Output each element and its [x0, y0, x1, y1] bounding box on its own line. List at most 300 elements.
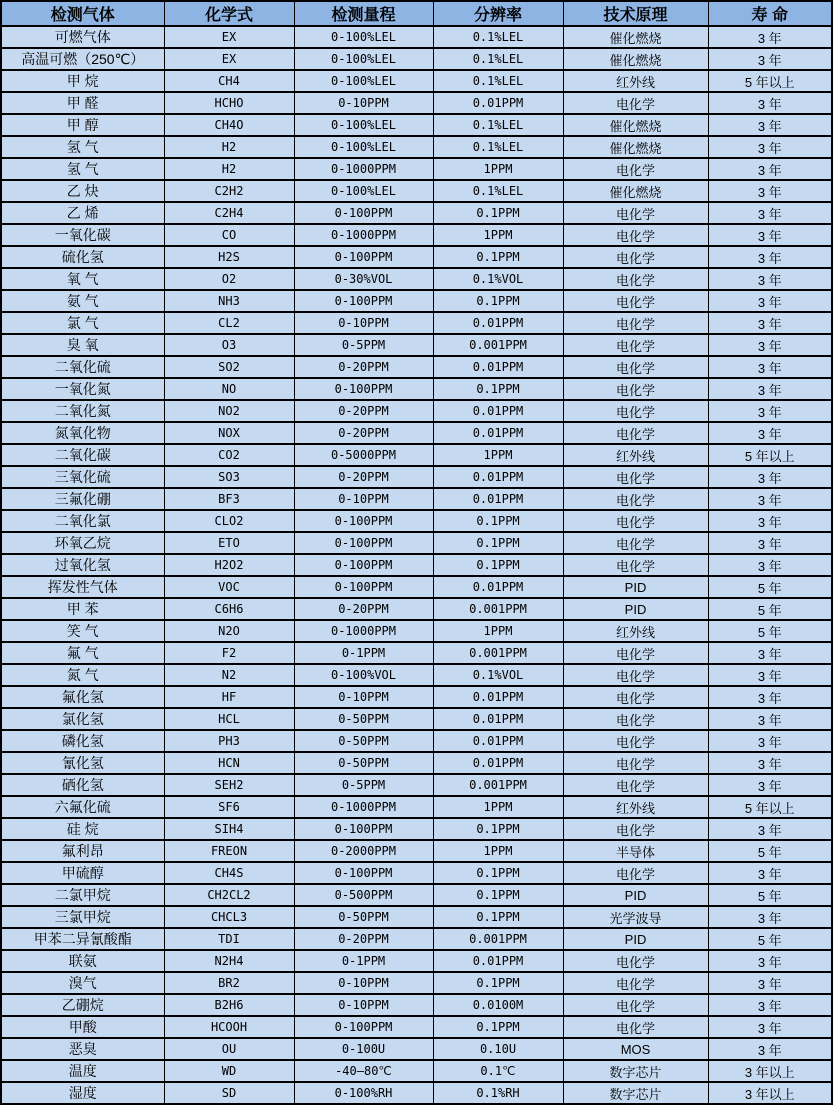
cell-lifespan: 3 年 [708, 92, 832, 114]
cell-resolution: 0.1%RH [433, 1082, 563, 1104]
cell-detection-range: 0-50PPM [294, 730, 433, 752]
cell-lifespan: 3 年 [708, 906, 832, 928]
cell-resolution: 0.01PPM [433, 686, 563, 708]
cell-lifespan: 5 年以上 [708, 70, 832, 92]
cell-gas-name: 氯化氢 [1, 708, 164, 730]
cell-chemical-formula: F2 [164, 642, 294, 664]
cell-lifespan: 3 年 [708, 532, 832, 554]
cell-detection-range: 0-100%LEL [294, 48, 433, 70]
cell-lifespan: 3 年 [708, 158, 832, 180]
cell-principle: 电化学 [563, 664, 708, 686]
cell-principle: 电化学 [563, 488, 708, 510]
cell-resolution: 0.1%LEL [433, 114, 563, 136]
cell-principle: 电化学 [563, 708, 708, 730]
cell-gas-name: 硫化氢 [1, 246, 164, 268]
table-row [1, 774, 832, 796]
cell-lifespan: 3 年 [708, 356, 832, 378]
table-row [1, 1038, 832, 1060]
cell-chemical-formula: HCN [164, 752, 294, 774]
cell-chemical-formula: CO [164, 224, 294, 246]
cell-resolution: 0.10U [433, 1038, 563, 1060]
cell-gas-name: 挥发性气体 [1, 576, 164, 598]
table-row [1, 730, 832, 752]
cell-gas-name: 氨 气 [1, 290, 164, 312]
cell-lifespan: 3 年 [708, 642, 832, 664]
cell-principle: 电化学 [563, 92, 708, 114]
header-chemical-formula: 化学式 [164, 1, 294, 26]
table-row [1, 136, 832, 158]
cell-lifespan: 3 年 [708, 400, 832, 422]
cell-lifespan: 5 年以上 [708, 796, 832, 818]
cell-gas-name: 笑 气 [1, 620, 164, 642]
cell-gas-name: 乙 炔 [1, 180, 164, 202]
cell-resolution: 0.1PPM [433, 554, 563, 576]
cell-resolution: 0.1PPM [433, 510, 563, 532]
cell-detection-range: 0-20PPM [294, 928, 433, 950]
cell-chemical-formula: O2 [164, 268, 294, 290]
cell-resolution: 0.1%VOL [433, 664, 563, 686]
cell-lifespan: 3 年 [708, 202, 832, 224]
table-row [1, 1082, 832, 1104]
cell-lifespan: 3 年 [708, 554, 832, 576]
cell-lifespan: 3 年 [708, 136, 832, 158]
cell-principle: 催化燃烧 [563, 180, 708, 202]
cell-gas-name: 过氧化氢 [1, 554, 164, 576]
cell-resolution: 0.01PPM [433, 422, 563, 444]
cell-resolution: 0.1PPM [433, 972, 563, 994]
cell-detection-range: 0-10PPM [294, 488, 433, 510]
cell-gas-name: 二氧化碳 [1, 444, 164, 466]
cell-principle: 电化学 [563, 356, 708, 378]
cell-gas-name: 氢 气 [1, 158, 164, 180]
cell-gas-name: 温度 [1, 1060, 164, 1082]
cell-chemical-formula: CH4O [164, 114, 294, 136]
cell-gas-name: 臭 氧 [1, 334, 164, 356]
cell-detection-range: 0-100%LEL [294, 180, 433, 202]
table-row [1, 466, 832, 488]
cell-chemical-formula: HF [164, 686, 294, 708]
cell-detection-range: 0-100PPM [294, 378, 433, 400]
cell-lifespan: 5 年 [708, 840, 832, 862]
cell-principle: 电化学 [563, 334, 708, 356]
cell-chemical-formula: CH4S [164, 862, 294, 884]
cell-chemical-formula: B2H6 [164, 994, 294, 1016]
cell-detection-range: 0-100%LEL [294, 114, 433, 136]
cell-lifespan: 3 年 [708, 246, 832, 268]
cell-lifespan: 3 年 [708, 1038, 832, 1060]
table-row [1, 994, 832, 1016]
cell-lifespan: 3 年 [708, 334, 832, 356]
cell-lifespan: 3 年 [708, 488, 832, 510]
cell-resolution: 0.1PPM [433, 1016, 563, 1038]
cell-detection-range: 0-100PPM [294, 818, 433, 840]
cell-gas-name: 甲 醛 [1, 92, 164, 114]
cell-principle: 红外线 [563, 444, 708, 466]
cell-principle: 电化学 [563, 224, 708, 246]
table-row [1, 818, 832, 840]
table-row [1, 400, 832, 422]
cell-lifespan: 3 年 [708, 774, 832, 796]
cell-chemical-formula: N2O [164, 620, 294, 642]
cell-gas-name: 环氧乙烷 [1, 532, 164, 554]
cell-detection-range: 0-10PPM [294, 994, 433, 1016]
table-row [1, 532, 832, 554]
cell-detection-range: 0-10PPM [294, 92, 433, 114]
cell-lifespan: 3 年 [708, 752, 832, 774]
cell-principle: 电化学 [563, 862, 708, 884]
cell-resolution: 0.01PPM [433, 312, 563, 334]
header-resolution: 分辨率 [433, 1, 563, 26]
cell-gas-name: 溴气 [1, 972, 164, 994]
cell-gas-name: 磷化氢 [1, 730, 164, 752]
cell-chemical-formula: H2S [164, 246, 294, 268]
cell-gas-name: 乙硼烷 [1, 994, 164, 1016]
cell-chemical-formula: H2 [164, 158, 294, 180]
cell-detection-range: 0-50PPM [294, 708, 433, 730]
cell-detection-range: 0-20PPM [294, 598, 433, 620]
cell-resolution: 0.001PPM [433, 928, 563, 950]
cell-chemical-formula: H2O2 [164, 554, 294, 576]
cell-resolution: 0.1PPM [433, 884, 563, 906]
cell-principle: 电化学 [563, 554, 708, 576]
table-row [1, 972, 832, 994]
cell-chemical-formula: BR2 [164, 972, 294, 994]
cell-detection-range: 0-100PPM [294, 576, 433, 598]
header-lifespan: 寿 命 [708, 1, 832, 26]
cell-gas-name: 氟利昂 [1, 840, 164, 862]
cell-detection-range: 0-100U [294, 1038, 433, 1060]
cell-resolution: 0.1PPM [433, 532, 563, 554]
cell-principle: PID [563, 928, 708, 950]
cell-principle: 光学波导 [563, 906, 708, 928]
cell-detection-range: 0-100PPM [294, 1016, 433, 1038]
cell-resolution: 0.1%LEL [433, 180, 563, 202]
cell-chemical-formula: WD [164, 1060, 294, 1082]
cell-detection-range: 0-20PPM [294, 400, 433, 422]
cell-chemical-formula: EX [164, 26, 294, 48]
cell-gas-name: 甲硫醇 [1, 862, 164, 884]
cell-principle: 电化学 [563, 158, 708, 180]
cell-resolution: 0.01PPM [433, 356, 563, 378]
cell-resolution: 1PPM [433, 620, 563, 642]
cell-chemical-formula: CHCL3 [164, 906, 294, 928]
cell-detection-range: 0-1000PPM [294, 224, 433, 246]
cell-gas-name: 氢 气 [1, 136, 164, 158]
cell-resolution: 0.1%LEL [433, 136, 563, 158]
cell-detection-range: 0-100PPM [294, 202, 433, 224]
cell-resolution: 0.1PPM [433, 202, 563, 224]
cell-detection-range: 0-100PPM [294, 554, 433, 576]
cell-detection-range: 0-500PPM [294, 884, 433, 906]
table-row [1, 884, 832, 906]
cell-detection-range: 0-2000PPM [294, 840, 433, 862]
cell-resolution: 1PPM [433, 224, 563, 246]
table-row [1, 334, 832, 356]
table-row [1, 752, 832, 774]
cell-lifespan: 3 年 [708, 950, 832, 972]
cell-gas-name: 氮氧化物 [1, 422, 164, 444]
cell-principle: 电化学 [563, 774, 708, 796]
cell-chemical-formula: O3 [164, 334, 294, 356]
cell-principle: 电化学 [563, 818, 708, 840]
cell-chemical-formula: CL2 [164, 312, 294, 334]
cell-gas-name: 恶臭 [1, 1038, 164, 1060]
cell-resolution: 0.01PPM [433, 708, 563, 730]
cell-detection-range: 0-1000PPM [294, 796, 433, 818]
cell-gas-name: 甲 苯 [1, 598, 164, 620]
cell-chemical-formula: TDI [164, 928, 294, 950]
cell-detection-range: 0-1000PPM [294, 158, 433, 180]
table-row [1, 422, 832, 444]
cell-gas-name: 氧 气 [1, 268, 164, 290]
cell-lifespan: 3 年 [708, 422, 832, 444]
cell-lifespan: 3 年以上 [708, 1060, 832, 1082]
table-row [1, 158, 832, 180]
table-row [1, 620, 832, 642]
header-gas-name: 检测气体 [1, 1, 164, 26]
table-row [1, 664, 832, 686]
cell-detection-range: 0-100PPM [294, 246, 433, 268]
cell-resolution: 1PPM [433, 796, 563, 818]
cell-lifespan: 3 年 [708, 312, 832, 334]
table-row [1, 862, 832, 884]
cell-chemical-formula: EX [164, 48, 294, 70]
cell-gas-name: 氟化氢 [1, 686, 164, 708]
cell-resolution: 0.1PPM [433, 862, 563, 884]
cell-detection-range: 0-10PPM [294, 686, 433, 708]
cell-principle: 电化学 [563, 290, 708, 312]
cell-principle: 电化学 [563, 312, 708, 334]
cell-lifespan: 3 年 [708, 224, 832, 246]
cell-detection-range: 0-100%RH [294, 1082, 433, 1104]
cell-resolution: 0.1℃ [433, 1060, 563, 1082]
cell-detection-range: 0-20PPM [294, 356, 433, 378]
cell-chemical-formula: ETO [164, 532, 294, 554]
cell-gas-name: 氯 气 [1, 312, 164, 334]
cell-chemical-formula: N2H4 [164, 950, 294, 972]
cell-resolution: 0.1%LEL [433, 70, 563, 92]
table-row [1, 708, 832, 730]
cell-resolution: 0.01PPM [433, 752, 563, 774]
table-row [1, 906, 832, 928]
cell-detection-range: 0-5000PPM [294, 444, 433, 466]
cell-principle: 催化燃烧 [563, 48, 708, 70]
cell-lifespan: 3 年 [708, 686, 832, 708]
cell-detection-range: 0-100%LEL [294, 26, 433, 48]
cell-principle: 催化燃烧 [563, 26, 708, 48]
table-row [1, 180, 832, 202]
cell-principle: 催化燃烧 [563, 114, 708, 136]
cell-chemical-formula: CLO2 [164, 510, 294, 532]
table-row [1, 114, 832, 136]
cell-gas-name: 三氧化硫 [1, 466, 164, 488]
cell-lifespan: 3 年 [708, 290, 832, 312]
cell-principle: 红外线 [563, 620, 708, 642]
cell-principle: 电化学 [563, 752, 708, 774]
cell-gas-name: 氰化氢 [1, 752, 164, 774]
cell-lifespan: 3 年 [708, 664, 832, 686]
cell-gas-name: 氟 气 [1, 642, 164, 664]
cell-gas-name: 乙 烯 [1, 202, 164, 224]
cell-detection-range: 0-100%LEL [294, 136, 433, 158]
cell-chemical-formula: SO2 [164, 356, 294, 378]
cell-detection-range: 0-5PPM [294, 774, 433, 796]
cell-chemical-formula: H2 [164, 136, 294, 158]
cell-gas-name: 二氧化硫 [1, 356, 164, 378]
cell-gas-name: 甲 醇 [1, 114, 164, 136]
cell-resolution: 0.001PPM [433, 642, 563, 664]
cell-detection-range: 0-5PPM [294, 334, 433, 356]
cell-chemical-formula: HCOOH [164, 1016, 294, 1038]
cell-resolution: 1PPM [433, 444, 563, 466]
cell-detection-range: 0-100PPM [294, 290, 433, 312]
cell-lifespan: 5 年 [708, 598, 832, 620]
cell-principle: 数字芯片 [563, 1060, 708, 1082]
cell-principle: MOS [563, 1038, 708, 1060]
cell-chemical-formula: NO [164, 378, 294, 400]
cell-resolution: 0.01PPM [433, 576, 563, 598]
table-header [1, 1, 832, 26]
table-row [1, 246, 832, 268]
cell-principle: PID [563, 884, 708, 906]
cell-principle: 电化学 [563, 378, 708, 400]
cell-gas-name: 氮 气 [1, 664, 164, 686]
table-row [1, 840, 832, 862]
cell-principle: 电化学 [563, 1016, 708, 1038]
cell-resolution: 0.001PPM [433, 774, 563, 796]
cell-chemical-formula: NH3 [164, 290, 294, 312]
cell-gas-name: 甲苯二异氰酸酯 [1, 928, 164, 950]
cell-lifespan: 5 年 [708, 576, 832, 598]
cell-principle: 电化学 [563, 510, 708, 532]
cell-chemical-formula: NO2 [164, 400, 294, 422]
cell-lifespan: 3 年 [708, 378, 832, 400]
cell-principle: 电化学 [563, 400, 708, 422]
cell-lifespan: 3 年 [708, 1016, 832, 1038]
cell-detection-range: 0-30%VOL [294, 268, 433, 290]
table-row [1, 510, 832, 532]
cell-resolution: 0.1PPM [433, 818, 563, 840]
cell-lifespan: 3 年 [708, 48, 832, 70]
table-row [1, 26, 832, 48]
header-principle: 技术原理 [563, 1, 708, 26]
cell-resolution: 0.01PPM [433, 730, 563, 752]
cell-lifespan: 3 年以上 [708, 1082, 832, 1104]
cell-resolution: 0.01PPM [433, 92, 563, 114]
cell-principle: 电化学 [563, 532, 708, 554]
cell-chemical-formula: SO3 [164, 466, 294, 488]
cell-principle: 电化学 [563, 994, 708, 1016]
cell-resolution: 0.01PPM [433, 400, 563, 422]
cell-resolution: 0.1PPM [433, 378, 563, 400]
cell-lifespan: 3 年 [708, 708, 832, 730]
cell-gas-name: 二氯甲烷 [1, 884, 164, 906]
table-body [1, 26, 832, 1104]
cell-chemical-formula: C2H2 [164, 180, 294, 202]
cell-resolution: 0.1PPM [433, 906, 563, 928]
cell-principle: 电化学 [563, 950, 708, 972]
cell-resolution: 0.1%LEL [433, 48, 563, 70]
cell-detection-range: 0-10PPM [294, 312, 433, 334]
cell-resolution: 0.01PPM [433, 466, 563, 488]
cell-chemical-formula: OU [164, 1038, 294, 1060]
cell-detection-range: 0-1PPM [294, 642, 433, 664]
cell-gas-name: 六氟化硫 [1, 796, 164, 818]
cell-gas-name: 高温可燃（250℃） [1, 48, 164, 70]
cell-gas-name: 湿度 [1, 1082, 164, 1104]
cell-gas-name: 甲 烷 [1, 70, 164, 92]
cell-principle: PID [563, 598, 708, 620]
cell-detection-range: 0-100PPM [294, 532, 433, 554]
cell-gas-name: 可燃气体 [1, 26, 164, 48]
cell-chemical-formula: CO2 [164, 444, 294, 466]
cell-principle: 红外线 [563, 70, 708, 92]
cell-principle: 电化学 [563, 202, 708, 224]
cell-chemical-formula: HCHO [164, 92, 294, 114]
cell-gas-name: 二氧化氮 [1, 400, 164, 422]
table-row [1, 928, 832, 950]
cell-chemical-formula: VOC [164, 576, 294, 598]
cell-lifespan: 3 年 [708, 818, 832, 840]
cell-detection-range: 0-20PPM [294, 466, 433, 488]
cell-gas-name: 一氧化碳 [1, 224, 164, 246]
header-detection-range: 检测量程 [294, 1, 433, 26]
table-row [1, 70, 832, 92]
cell-gas-name: 三氟化硼 [1, 488, 164, 510]
cell-detection-range: -40—80℃ [294, 1060, 433, 1082]
cell-chemical-formula: C2H4 [164, 202, 294, 224]
cell-chemical-formula: FREON [164, 840, 294, 862]
cell-resolution: 0.01PPM [433, 950, 563, 972]
cell-resolution: 1PPM [433, 158, 563, 180]
cell-principle: PID [563, 576, 708, 598]
table-row [1, 598, 832, 620]
table-row [1, 268, 832, 290]
cell-lifespan: 3 年 [708, 972, 832, 994]
cell-resolution: 0.001PPM [433, 598, 563, 620]
cell-chemical-formula: BF3 [164, 488, 294, 510]
cell-detection-range: 0-1PPM [294, 950, 433, 972]
cell-lifespan: 5 年以上 [708, 444, 832, 466]
table-row [1, 202, 832, 224]
cell-detection-range: 0-10PPM [294, 972, 433, 994]
table-row [1, 488, 832, 510]
cell-lifespan: 5 年 [708, 928, 832, 950]
table-row [1, 312, 832, 334]
cell-chemical-formula: C6H6 [164, 598, 294, 620]
cell-principle: 催化燃烧 [563, 136, 708, 158]
cell-detection-range: 0-1000PPM [294, 620, 433, 642]
cell-resolution: 0.1PPM [433, 246, 563, 268]
cell-gas-name: 硒化氢 [1, 774, 164, 796]
cell-principle: 电化学 [563, 686, 708, 708]
cell-gas-name: 二氧化氯 [1, 510, 164, 532]
cell-resolution: 0.001PPM [433, 334, 563, 356]
cell-detection-range: 0-20PPM [294, 422, 433, 444]
cell-principle: 电化学 [563, 730, 708, 752]
cell-resolution: 1PPM [433, 840, 563, 862]
cell-resolution: 0.1%LEL [433, 26, 563, 48]
cell-principle: 电化学 [563, 466, 708, 488]
cell-principle: 数字芯片 [563, 1082, 708, 1104]
cell-principle: 电化学 [563, 268, 708, 290]
cell-resolution: 0.1PPM [433, 290, 563, 312]
table-row [1, 642, 832, 664]
cell-detection-range: 0-100%LEL [294, 70, 433, 92]
cell-chemical-formula: SF6 [164, 796, 294, 818]
cell-lifespan: 3 年 [708, 730, 832, 752]
table-row [1, 356, 832, 378]
